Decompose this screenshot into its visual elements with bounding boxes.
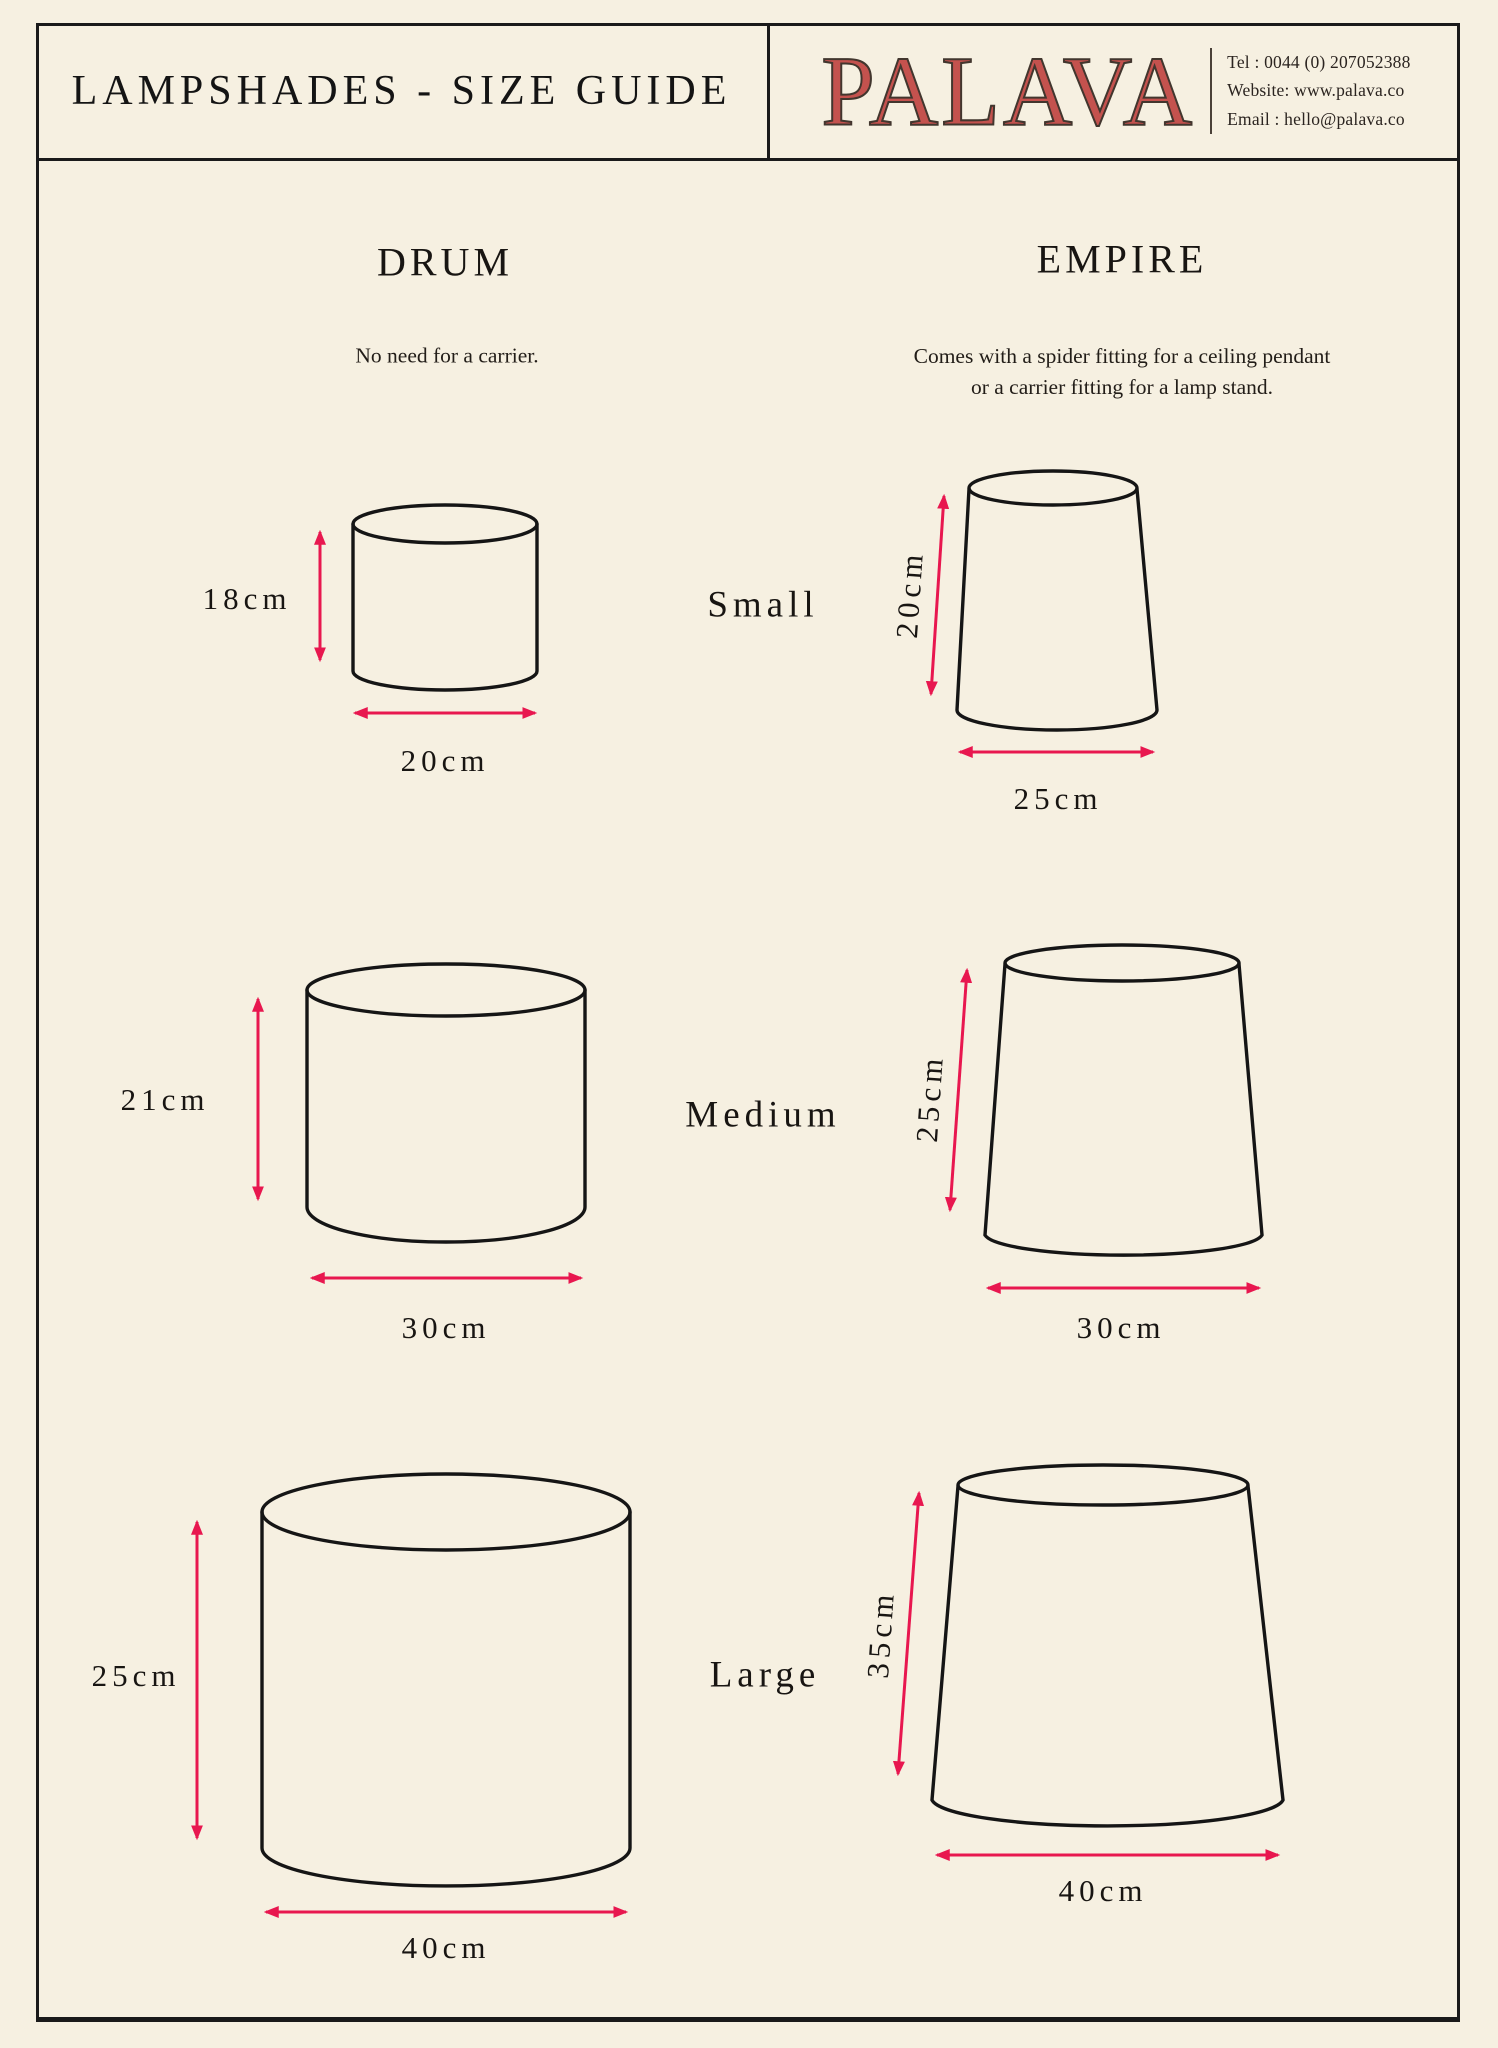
large-drum-height-label: 25cm — [91, 1658, 181, 1693]
empire-column-note — [914, 341, 1331, 403]
size-label-small: Small — [707, 584, 819, 626]
medium-drum-width-label: 30cm — [401, 1310, 491, 1345]
small-drum-width-label: 20cm — [400, 743, 490, 778]
page-title: LAMPSHADES - SIZE GUIDE — [71, 67, 732, 114]
large-empire-width-label: 40cm — [1058, 1873, 1148, 1908]
header-bottom-rule — [36, 158, 1460, 161]
contact-email: Email : hello@palava.co — [1227, 108, 1405, 129]
header-title-cell — [36, 23, 767, 158]
size-label-large: Large — [709, 1654, 821, 1696]
empire-note-line1: Comes with a spider fitting for a ceiling pendant — [913, 343, 1331, 368]
small-empire-width-label: 25cm — [1013, 781, 1103, 816]
large-drum-width-label: 40cm — [401, 1930, 491, 1965]
small-empire-height-label: 20cm — [888, 548, 931, 640]
small-drum-height-label: 18cm — [202, 581, 292, 616]
empire-note-line2: or a carrier fitting for a lamp stand. — [970, 375, 1274, 399]
contact-tel: Tel : 0044 (0) 207052388 — [1227, 51, 1411, 72]
brand-logo: PALAVA — [821, 34, 1196, 146]
drum-column-header: DRUM — [376, 239, 514, 285]
medium-empire-width-label: 30cm — [1076, 1310, 1166, 1345]
medium-empire-height-label: 25cm — [908, 1052, 951, 1144]
drum-column-note: No need for a carrier. — [355, 343, 539, 368]
contact-website: Website: www.palava.co — [1227, 80, 1405, 101]
medium-drum-height-label: 21cm — [120, 1082, 210, 1117]
contact-divider — [1210, 48, 1212, 134]
page-border — [36, 23, 1460, 2022]
large-empire-height-label: 35cm — [859, 1588, 902, 1680]
header-brand-cell — [772, 23, 1460, 158]
contact-block — [1227, 48, 1410, 133]
size-label-medium: Medium — [685, 1094, 841, 1136]
empire-column-header: EMPIRE — [1036, 236, 1208, 282]
header-vertical-divider — [767, 23, 770, 161]
